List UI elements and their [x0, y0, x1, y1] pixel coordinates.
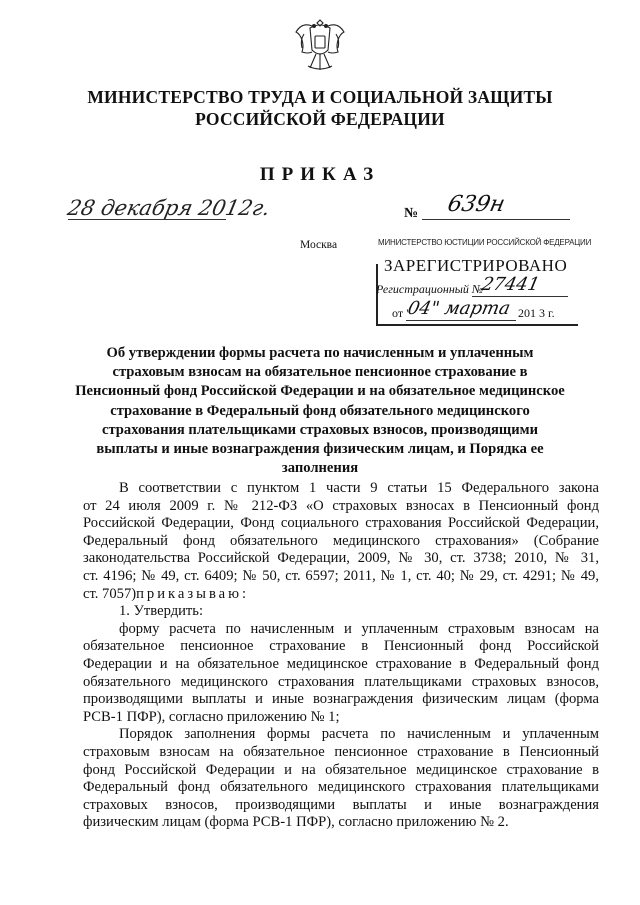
coat-of-arms-icon	[290, 14, 350, 76]
ministry-name-line2: РОССИЙСКОЙ ФЕДЕРАЦИИ	[195, 109, 445, 129]
ministry-name-line1: МИНИСТЕРСТВО ТРУДА И СОЦИАЛЬНОЙ ЗАЩИТЫ	[87, 87, 553, 107]
document-body	[83, 480, 599, 832]
stamp-reg-underline	[472, 296, 568, 297]
form-paragraph-line: Федерации и на обязательное медицинское страхование в Федеральный фонд	[83, 655, 599, 672]
date-underline	[68, 219, 226, 220]
registration-stamp	[368, 230, 592, 326]
preamble-line: законодательства Российской Федерации, 2009, № 30, ст. 3738; 2010, № 31,	[83, 550, 599, 567]
number-underline	[422, 219, 570, 220]
procedure-paragraph-line: фонд Российской Федерации и на обязательное медицинское страхование в	[83, 761, 599, 778]
ministry-name	[0, 86, 640, 130]
stamp-reg-label: Регистрационный №	[376, 282, 484, 296]
preamble-last: ст. 7057)	[83, 585, 137, 602]
form-paragraph-line: форму расчета по начисленным и уплаченным страховым взносам на	[119, 620, 599, 637]
item-1: 1. Утвердить:	[119, 603, 204, 620]
order-date-handwritten: 28 декабря 2012г.	[65, 196, 273, 220]
stamp-reg-number: 27441	[479, 274, 542, 295]
title-line: страхования плательщиками страховых взносов, производящими	[101, 421, 538, 438]
procedure-paragraph-line: страховым взносам на обязательное пенсионное страхование в Пенсионный	[83, 743, 599, 760]
stamp-from-label: от "	[392, 306, 411, 320]
preamble-last-line	[83, 586, 599, 604]
document-title	[0, 344, 640, 478]
order-number-handwritten: 639н	[445, 192, 508, 217]
form-paragraph-line: обязательного медицинского страхования плательщиками страховых взносов,	[83, 673, 599, 690]
title-line: заполнения	[281, 460, 359, 477]
form-paragraph-last-line: РСВ-1 ПФР), согласно приложению № 1;	[83, 708, 340, 725]
title-line: страховым взносам на обязательное пенсионное страхование в	[112, 364, 528, 381]
title-line: выплаты и иные вознаграждения физическим лицам, и Порядка ее	[96, 441, 544, 458]
form-paragraph-line: производящими выплаты и иные вознаграждения физическим лицам (форма	[83, 691, 599, 708]
stamp-status: ЗАРЕГИСТРИРОВАНО	[384, 256, 568, 275]
procedure-paragraph-line: страховых взносов, производящими выплаты и иные вознаграждения	[83, 796, 599, 813]
preamble-line: В соответствии с пунктом 1 части 9 статьи 15 Федерального закона	[119, 480, 599, 496]
order-word: приказываю:	[136, 585, 250, 602]
procedure-paragraph-last-line: физическим лицам (форма РСВ-1 ПФР), согласно приложению № 2.	[83, 814, 509, 831]
procedure-paragraph-line: Порядок заполнения формы расчета по начисленным и уплаченным	[119, 726, 599, 743]
form-paragraph-line: обязательное пенсионное страхование в Пенсионный фонд Российской	[83, 638, 599, 655]
procedure-paragraph-line: Федеральный фонд обязательного медицинского страхования плательщиками	[83, 779, 599, 796]
preamble-line: ст. 4196; № 49, ст. 6409; № 50, ст. 6597; 2011, № 1, ст. 40; № 29, ст. 4291; № 49,	[83, 567, 599, 584]
document-type: ПРИКАЗ	[259, 164, 381, 185]
preamble-line: Российской Федерации, Фонд социального страхования Российской Федерации,	[83, 515, 599, 532]
city: Москва	[300, 239, 338, 251]
stamp-from-underline	[406, 320, 516, 321]
preamble-line: от 24 июля 2009 г. № 212-ФЗ «О страховых взносах в Пенсионный фонд	[83, 497, 599, 514]
order-number-label: №	[404, 206, 419, 221]
preamble-line: Федеральный фонд обязательного медицинского страхования» (Собрание	[83, 532, 599, 549]
stamp-year: 201 3 г.	[518, 306, 555, 320]
stamp-ministry: МИНИСТЕРСТВО ЮСТИЦИИ РОССИЙСКОЙ ФЕДЕРАЦИИ	[378, 238, 592, 247]
title-line: страхование в Федеральный фонд обязательного медицинского	[110, 402, 530, 419]
title-line: Пенсионный фонд Российской Федерации и на обязательное медицинское	[75, 383, 565, 400]
title-line: Об утверждении формы расчета по начисленным и уплаченным	[106, 345, 534, 361]
stamp-from-date: 04" марта	[405, 298, 513, 319]
